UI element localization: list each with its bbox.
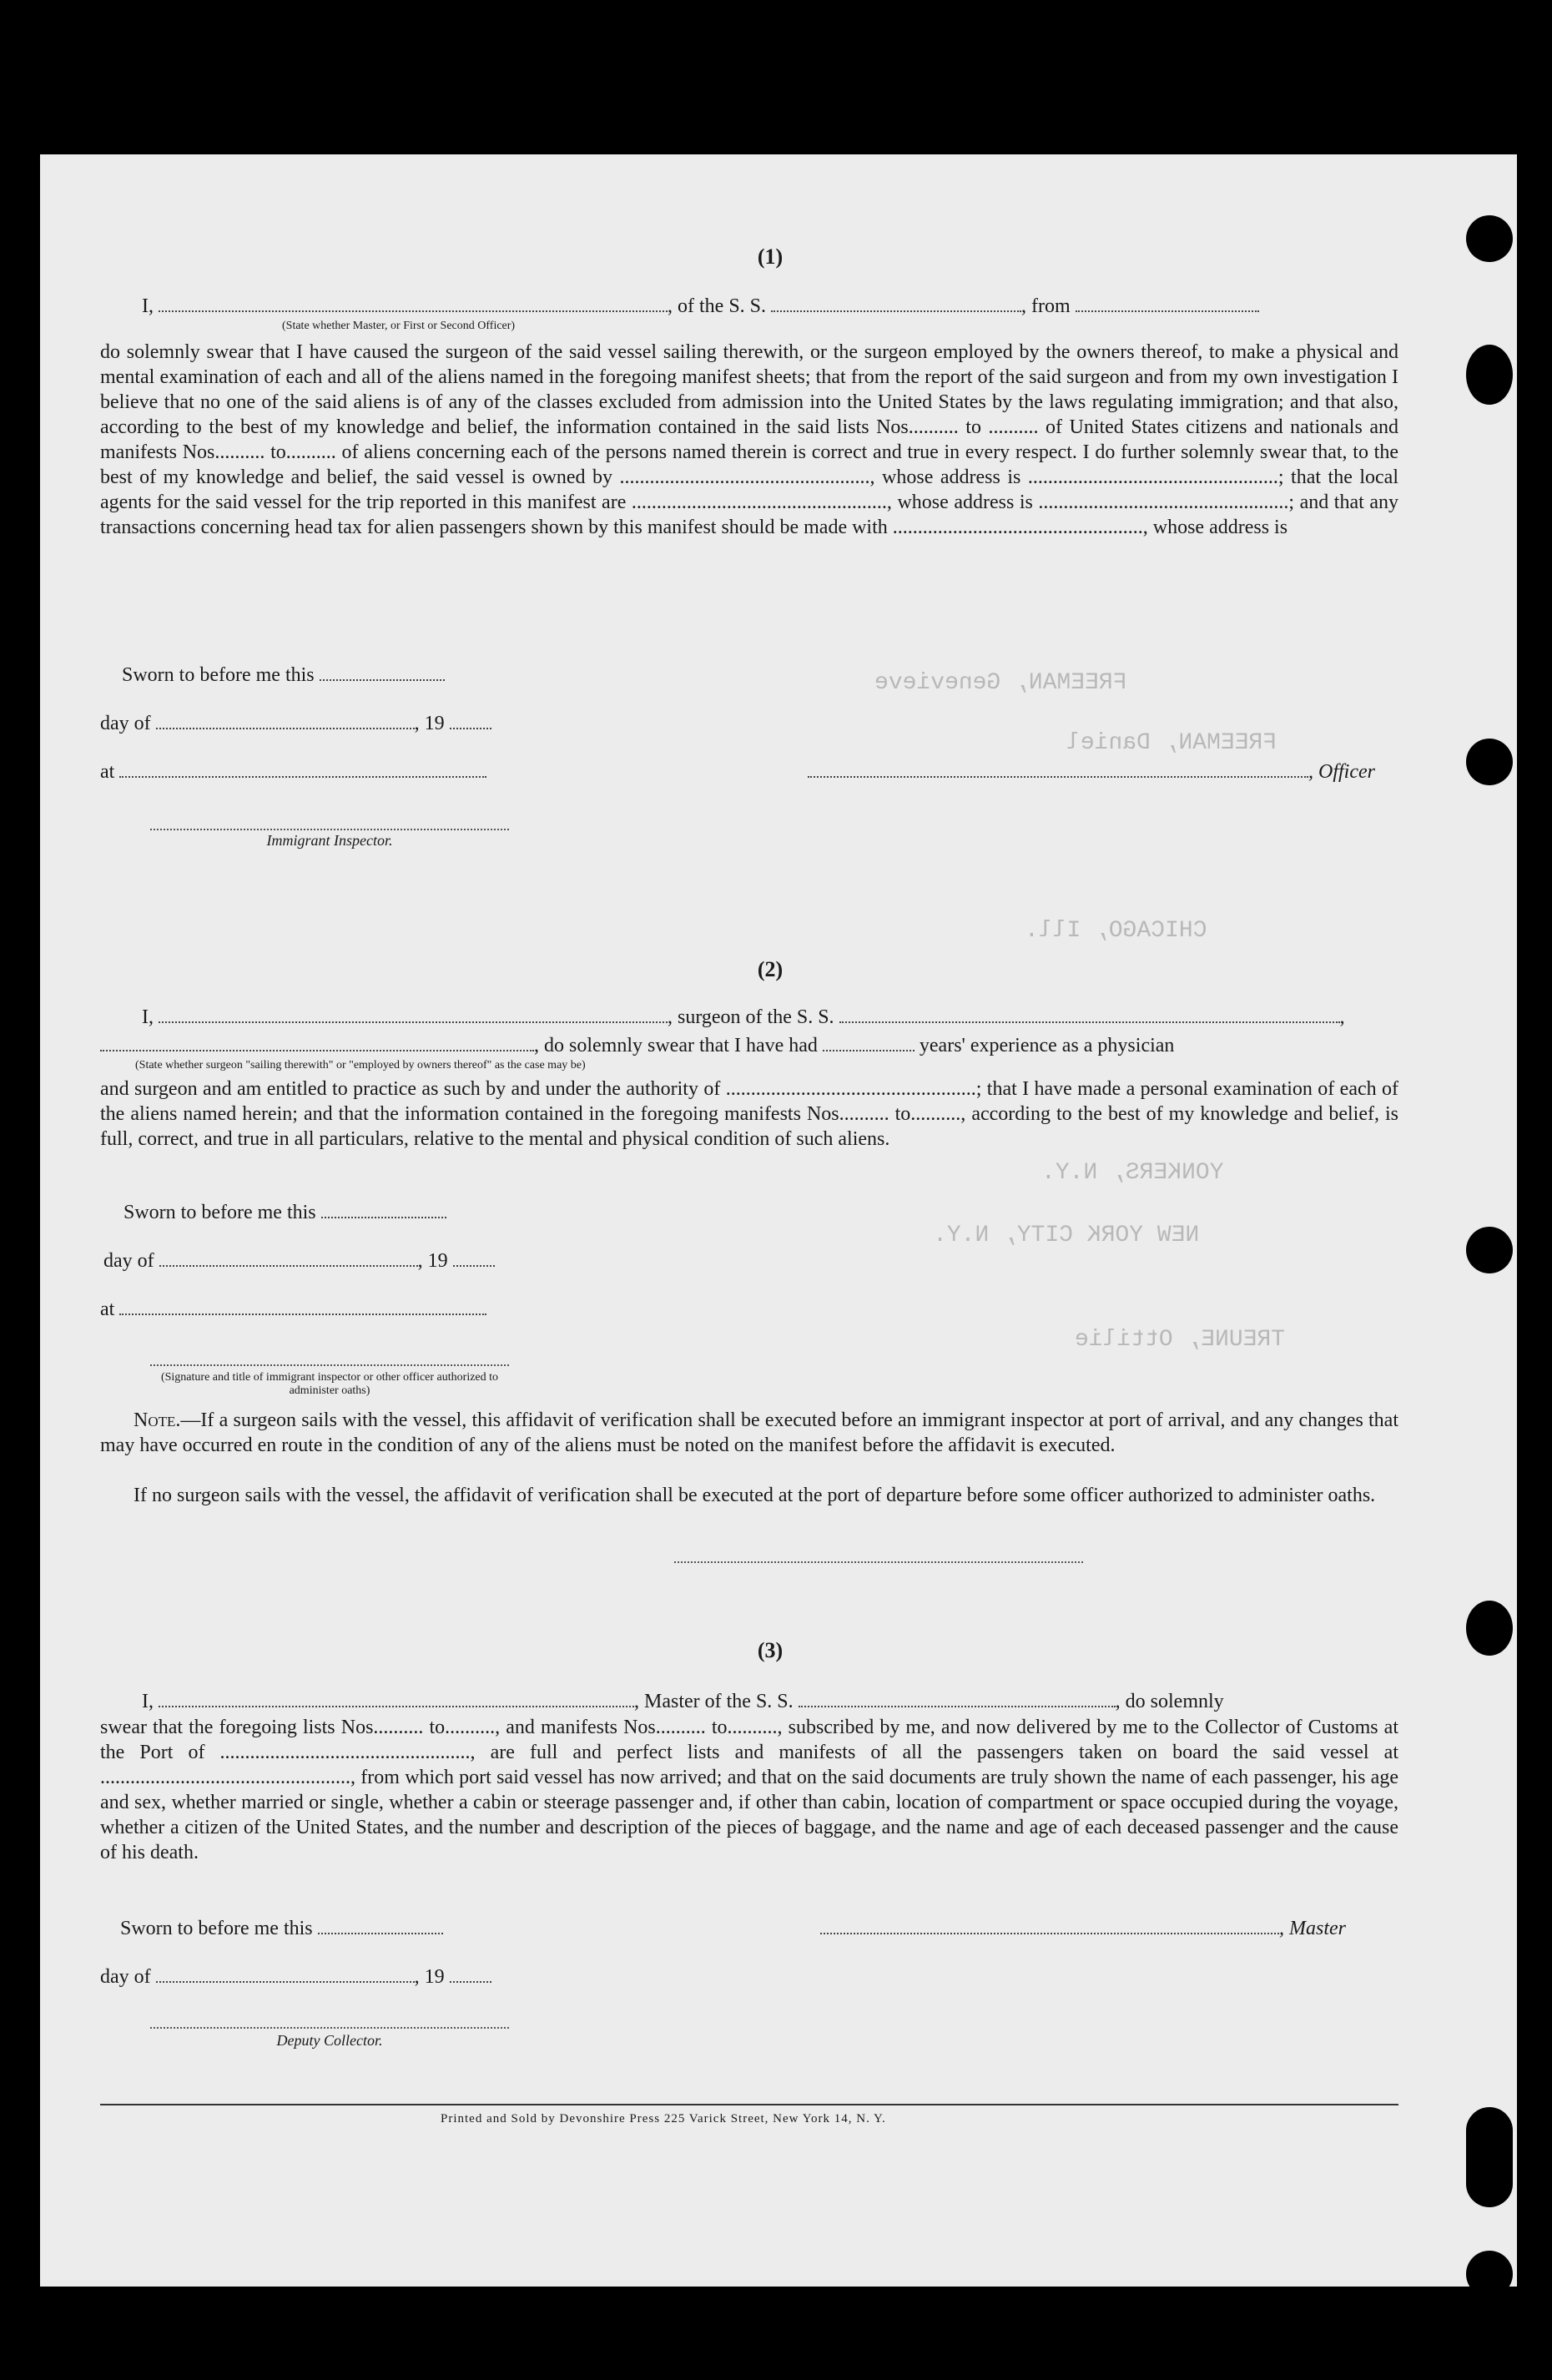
section-1-body: do solemnly swear that I have caused the surgeon of the said vessel sailing therewith, or the surgeon employed by the owners thereof, to make a physical and mental examination of each and all of the aliens named in the foregoing manifest sheets; that from the report of the said surgeon and from my own investigation I believe that no one of the said aliens is of any of the classes excluded from admission into the United States by the laws regulating immigration; and that also, according to the best of my knowledge and belief, the information contained in the said lists Nos.......... to .......... of United States citizens and nationals and manifests Nos.......... to.......... of aliens concerning each of the persons named therein is correct and true in every respect. I do further solemnly swear that, to the best of my knowledge and belief, the said vessel is owned by .................................................., whose address is ..................................................; that the local agents for the said vessel for the trip reported in this manifest are ..................................................., whose address is ..................................................; and that any transactions concerning head tax for alien passengers shown by this manifest should be made with .................................................., whose address is: [100, 341, 1398, 538]
punch-hole-icon: [1466, 1227, 1513, 1273]
day-of-line-1: day of , 19: [100, 712, 491, 735]
bleed-through-text: FREEMAN, Genevieve: [874, 670, 1127, 696]
document-page: [40, 154, 1517, 2287]
collector-signature-line: [150, 2027, 509, 2029]
section-3-number: (3): [757, 1638, 784, 1662]
officer-caption: (State whether Master, or First or Second Officer): [282, 320, 516, 332]
section-2-body: and surgeon and am entitled to practice as such by and under the authority of ..................................................; that I have made a personal examination of each of the aliens named herein; and that the information contained in the foregoing manifests Nos.......... to.........., according to the best of my knowledge and belief, is full, correct, and true in all particulars, relative to the mental and physical condition of such aliens.: [100, 1078, 1398, 1150]
inspector-signature-line: [150, 829, 509, 830]
section-2-swear-line: , do solemnly swear that I have had years' experience as a physician: [100, 1034, 1398, 1057]
day-of-line-3: day of , 19: [100, 1965, 491, 1989]
inspector-caption: Immigrant Inspector.: [266, 832, 393, 849]
punch-hole-icon: [1466, 1601, 1513, 1656]
punch-hole-icon: [1466, 739, 1513, 785]
section-1-oath-line: I, , of the S. S. , from: [142, 295, 1398, 318]
note-label: Note.: [134, 1409, 181, 1431]
sworn-line-2: Sworn to before me this: [123, 1201, 446, 1224]
sworn-line-3: Sworn to before me this: [120, 1917, 443, 1940]
sworn-line-1: Sworn to before me this: [122, 663, 445, 687]
punch-hole-icon: [1466, 345, 1513, 405]
section-1-number: (1): [757, 245, 784, 269]
bleed-through-text: TREUNE, Ottilie: [1075, 1327, 1286, 1353]
master-line: , Master: [820, 1917, 1346, 1940]
bleed-through-text: FREEMAN, Daniel: [1066, 730, 1277, 756]
punch-hole-icon: [1466, 2107, 1513, 2207]
bleed-through-text: YONKERS, N.Y.: [1041, 1160, 1224, 1186]
bleed-through-text: NEW YORK CITY, N.Y.: [933, 1223, 1200, 1248]
punch-hole-icon: [1466, 2251, 1513, 2297]
printer-footer: Printed and Sold by Devonshire Press 225 Varick Street, New York 14, N. Y.: [441, 2112, 886, 2125]
note-paragraph: Note.—If a surgeon sails with the vessel, this affidavit of verification shall be executed before an immigrant inspector at port of arrival, and any changes that may have occurred en route in the condition of any of the aliens must be noted on the manifest before the affidavit is executed.: [100, 1409, 1398, 1456]
section-2-oath-line: I, , surgeon of the S. S. ,: [142, 1006, 1345, 1028]
section-2-number: (2): [757, 957, 784, 981]
punch-hole-icon: [1466, 215, 1513, 262]
officer-signature-line: [150, 1364, 509, 1366]
officer-line: , Officer: [808, 760, 1375, 784]
at-line-1: at: [100, 760, 486, 784]
bleed-through-text: CHICAGO, Ill.: [1025, 918, 1207, 944]
at-line-2: at: [100, 1298, 486, 1321]
signature-caption: (Signature and title of immigrant inspector or other officer authorized to administer oaths): [160, 1371, 499, 1397]
footer-rule: [100, 2104, 1398, 2105]
collector-caption: Deputy Collector.: [276, 2032, 383, 2049]
day-of-line-2: day of , 19: [103, 1249, 495, 1273]
separator-dots: [674, 1561, 1083, 1563]
surgeon-caption: (State whether surgeon "sailing therewith" or "employed by owners thereof" as the case may be): [135, 1059, 586, 1072]
section-3-oath-line: I, , Master of the S. S. , do solemnly: [142, 1691, 1224, 1712]
note-paragraph-2: If no surgeon sails with the vessel, the affidavit of verification shall be executed at the port of departure before some officer authorized to administer oaths.: [134, 1485, 1376, 1506]
section-3-body: swear that the foregoing lists Nos.......... to.........., and manifests Nos.......... to.........., subscribed by me, and now delivered by me to the Collector of Customs at the Port of .................................................., are full and perfect lists and manifests of all the passengers taken on board the said vessel at .................................................., from which port said vessel has now arrived; and that on the said documents are truly shown the name of each passenger, his age and sex, whether married or single, whether a cabin or steerage passenger and, if other than cabin, location of compartment or space occupied during the voyage, whether a citizen of the United States, and the number and description of the pieces of baggage, and the name and age of each deceased passenger and the cause of his death.: [100, 1717, 1398, 1863]
